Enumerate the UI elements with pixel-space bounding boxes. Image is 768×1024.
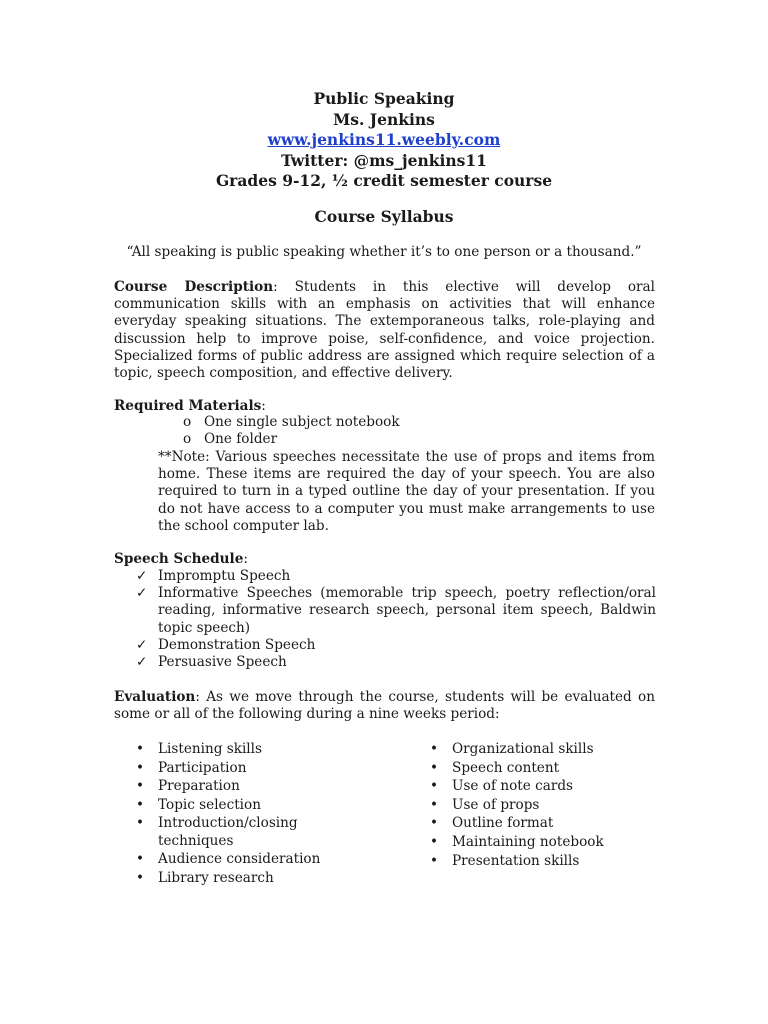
- evaluation-text: As we move through the course, students will be evaluated on some or all of the following during a nine weeks period:: [114, 689, 655, 723]
- list-item: o One folder: [183, 431, 278, 448]
- evaluation-list-left: [136, 741, 346, 888]
- course-header: [0, 89, 768, 192]
- list-item: • Organizational skills: [430, 741, 594, 757]
- bullet-icon: •: [136, 869, 145, 886]
- list-item: • Introduction/closing techniques: [136, 815, 298, 849]
- list-item: • Maintaining notebook: [430, 833, 604, 850]
- list-item: ✓ Persuasive Speech: [136, 654, 287, 671]
- website-link[interactable]: www.jenkins11.weebly.com: [267, 130, 501, 149]
- description-text: Students in this elective will develop oral communication skills with an emphasis on activities that will enhance everyday speaking situations. The extemporaneous talks, role-playing and discussion help to improve poise, self-confidence, and voice projection. Specialized forms of public address are assigned which require selection of a topic, speech composition, and effective delivery.: [114, 279, 655, 382]
- grades-credit: Grades 9-12, ½ credit semester course: [215, 171, 553, 190]
- course-title: Public Speaking: [313, 89, 455, 108]
- bullet-icon: •: [136, 778, 145, 795]
- materials-heading: Required Materials:: [114, 398, 266, 414]
- list-item: • Library research: [136, 869, 274, 886]
- schedule-list: [136, 568, 656, 671]
- teacher-name: Ms. Jenkins: [333, 109, 435, 129]
- evaluation-list-right: [430, 741, 660, 871]
- list-item: ✓ Demonstration Speech: [136, 636, 316, 653]
- circle-bullet-icon: o: [183, 431, 192, 448]
- bullet-icon: •: [136, 815, 145, 832]
- list-item: • Participation: [136, 759, 247, 776]
- list-item: • Use of note cards: [430, 778, 573, 795]
- course-quote: “All speaking is public speaking whether it’s to one person or a thousand.”: [126, 244, 642, 260]
- course-description: Course Description: Students in this elective will develop oral communication skills with an emphasis on activities that will enhance everyday speaking situations. The extemporaneous talks, role-playing and discussion help to improve poise, self-confidence, and voice projection. Specialized forms of public address are assigned which require selection of a topic, speech composition, and effective delivery.: [114, 279, 655, 382]
- bullet-icon: •: [430, 759, 439, 776]
- bullet-icon: •: [430, 796, 439, 813]
- syllabus-heading: Course Syllabus: [314, 207, 454, 226]
- checkmark-icon: ✓: [136, 636, 148, 653]
- bullet-icon: •: [430, 852, 439, 869]
- list-item: • Preparation: [136, 778, 240, 795]
- list-item: ✓ Impromptu Speech: [136, 568, 291, 584]
- twitter-handle: Twitter: @ms_jenkins11: [281, 150, 487, 170]
- evaluation-intro: Evaluation: As we move through the course, students will be evaluated on some or all of the following during a nine weeks period:: [114, 689, 655, 723]
- bullet-icon: •: [136, 796, 145, 813]
- bullet-icon: •: [430, 833, 439, 850]
- bullet-icon: •: [136, 741, 145, 757]
- list-item: • Listening skills: [136, 741, 262, 757]
- list-item: ✓ Informative Speeches (memorable trip speech, poetry reflection/oral reading, informative research speech, personal item speech, Baldwin topic speech): [136, 585, 656, 636]
- list-item: • Audience consideration: [136, 851, 321, 868]
- list-item: • Presentation skills: [430, 852, 580, 869]
- checkmark-icon: ✓: [136, 654, 148, 671]
- list-item: • Speech content: [430, 759, 560, 776]
- evaluation-label: Evaluation: [114, 689, 196, 705]
- list-item: • Use of props: [430, 796, 540, 813]
- schedule-heading: Speech Schedule:: [114, 551, 248, 567]
- bullet-icon: •: [136, 851, 145, 868]
- bullet-icon: •: [136, 759, 145, 776]
- bullet-icon: •: [430, 815, 439, 832]
- circle-bullet-icon: o: [183, 414, 192, 430]
- list-item: • Topic selection: [136, 796, 261, 813]
- description-label: Course Description: [114, 279, 274, 295]
- bullet-icon: •: [430, 778, 439, 795]
- bullet-icon: •: [430, 741, 439, 757]
- list-item: o One single subject notebook: [183, 414, 400, 430]
- checkmark-icon: ✓: [136, 568, 148, 584]
- materials-list: [183, 414, 400, 448]
- materials-note: **Note: Various speeches necessitate the use of props and items from home. These items are required the day of your speech. You are also required to turn in a typed outline the day of your presentation. If you do not have access to a computer you must make arrangements to use the school computer lab.: [158, 449, 655, 534]
- checkmark-icon: ✓: [136, 585, 148, 602]
- list-item: • Outline format: [430, 815, 554, 832]
- schedule-label: Speech Schedule: [114, 551, 244, 567]
- materials-label: Required Materials: [114, 398, 262, 414]
